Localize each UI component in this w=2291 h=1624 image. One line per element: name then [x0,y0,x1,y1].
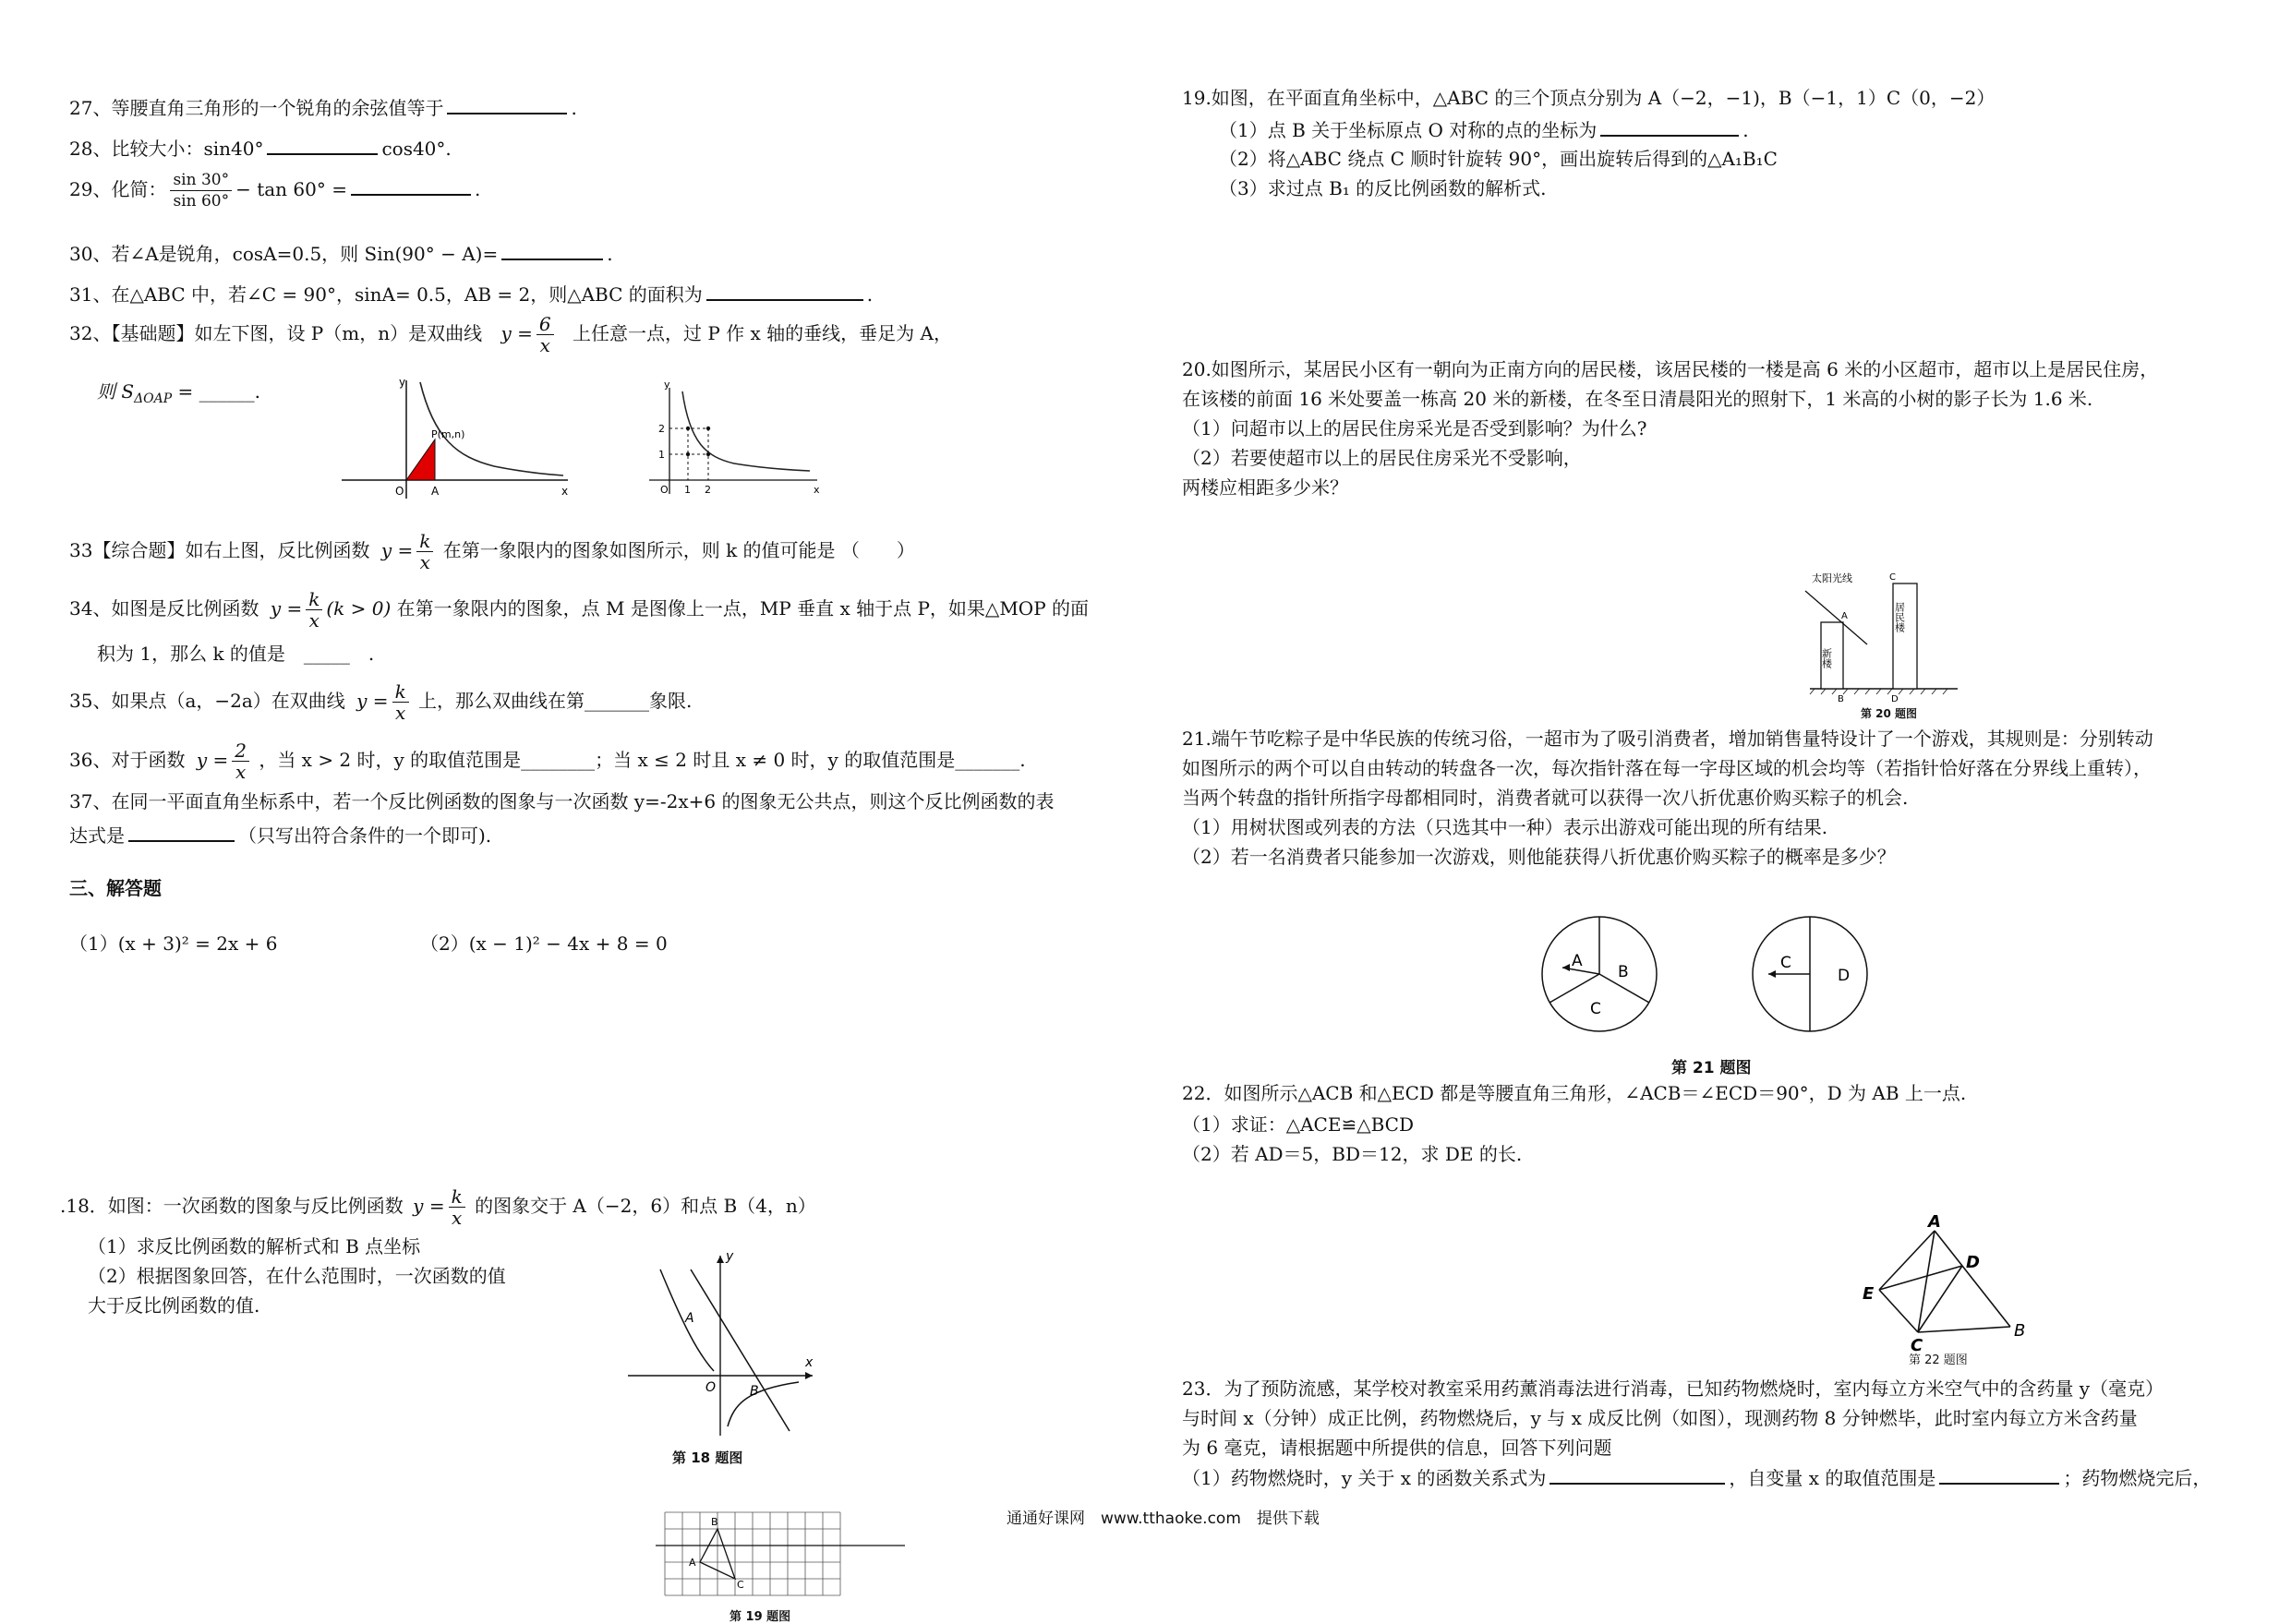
svg-text:B: B [2014,1321,2026,1341]
fraction: $\frac{k}{x}$ [449,1186,465,1228]
answer-blank[interactable] [1600,116,1739,137]
svg-text:D: D [1838,967,1851,985]
y-label: y [399,376,406,389]
question-18-part2: （2）根据图象回答，在什么范围时，一次函数的值 [88,1265,506,1287]
segment-cb [1918,1327,2010,1332]
question-19-part1: （1）点 B 关于坐标原点 O 对称的点的坐标为 . [1219,116,1749,143]
grid-point [686,452,690,456]
question-20-line1: 20.如图所示，某居民小区有一朝向为正南方向的居民楼，该居民楼的一楼是高 6 米的小区超市，超市以上是居民住房， [1182,358,2159,380]
svg-text:C: C [1911,1336,1923,1355]
origin-label: O [395,485,404,498]
question-23-line3: 为 6 毫克，请根据题中所提供的信息，回答下列问题 [1182,1437,1612,1459]
question-23-part1: （1）药物燃烧时，y 关于 x 的函数关系式为 ，自变量 x 的取值范围是 ；药物燃烧完后， [1182,1464,2211,1491]
svg-text:O: O [705,1380,717,1395]
question-37-line2: 达式是 （只写出符合条件的一个即可). [69,822,491,848]
question-34-line2: 积为 1，那么 k 的值是 _____ . [97,643,375,665]
question-21-part1: （1）用树状图或列表的方法（只选其中一种）表示出游戏可能出现的所有结果. [1182,816,1828,838]
question-27: 27、等腰直角三角形的一个锐角的余弦值等于 . [69,94,577,121]
hyperbola-curve [682,391,810,471]
svg-text:C: C [1780,954,1791,972]
question-33: 33【综合题】如右上图，反比例函数 y = $\frac{k}{x}$ 在第一象限内的图象如图所示，则 k 的值可能是 （ ） [69,530,915,573]
question-21-line3: 当两个转盘的指针所指字母都相同时，消费者就可以获得一次八折优惠价购买粽子的机会. [1182,787,1909,809]
svg-text:D: D [1891,694,1899,704]
point-a-label: A [431,485,440,498]
equation-1: （1）(x + 3)² = 2x + 6 [69,932,278,955]
svg-text:B: B [1618,963,1629,981]
svg-text:2: 2 [705,484,711,496]
svg-text:x: x [814,484,820,496]
figure-32 [342,369,637,508]
question-21-line1: 21.端午节吃粽子是中华民族的传统习俗，一超市为了吸引消费者，增加销售量特设计了一个游戏，其规则是：分别转动 [1182,728,2153,750]
question-20-part1: （1）问超市以上的居民住房采光是否受到影响？为什么? [1182,417,1647,439]
answer-blank[interactable] [706,281,863,301]
fraction: $\frac{k}{x}$ [306,589,322,631]
fraction: $\frac{6}{x}$ [537,314,554,355]
answer-blank[interactable] [267,135,378,155]
footer-credit: 通通好课网 www.tthaoke.com 提供下载 [1007,1510,1320,1528]
svg-text:y: y [664,379,670,391]
question-32: 32、【基础题】如左下图，设 P（m，n）是双曲线 y = $\frac{6}{x}$ 上任意一点，过 P 作 x 轴的垂线，垂足为 A， [69,313,952,356]
question-19: 19.如图，在平面直角坐标中，△ABC 的三个顶点分别为 A（−2，−1)，B（−1，1）C（0，−2） [1182,87,1996,109]
fraction: $\frac{k}{x}$ [392,681,409,723]
grid-point [686,427,690,430]
question-20-part3: 两楼应相距多少米？ [1182,476,1348,499]
figure-33 [642,379,826,499]
figure-19 [656,1503,914,1605]
question-28: 28、比较大小：sin40° cos40°. [69,135,452,162]
figure-21 [1542,914,1911,1043]
grid [665,1512,840,1595]
question-22-part1: （1）求证：△ACE≌△BCD [1182,1113,1414,1136]
svg-text:B: B [711,1516,718,1528]
x-arrow [805,1372,813,1379]
svg-text:新楼: 新楼 [1820,648,1833,668]
svg-text:A: A [685,1311,694,1326]
answer-blank[interactable] [1939,1464,2059,1485]
question-20-part2: （2）若要使超市以上的居民住房采光不受影响， [1182,447,1582,469]
figure-22 [1861,1214,2036,1366]
question-23-line1: 23．为了预防流感，某学校对教室采用药薰消毒法进行消毒，已知药物燃烧时，室内每立方米空气中的含药量 y（毫克） [1182,1377,2164,1400]
answer-blank[interactable] [501,240,603,260]
question-20-line2: 在该楼的前面 16 米处要盖一栋高 20 米的新楼，在冬至日清晨阳光的照射下，1 米高的小树的影子长为 1.6 米. [1182,388,2093,410]
svg-text:居民楼: 居民楼 [1893,602,1906,632]
answer-blank[interactable] [351,175,471,196]
svg-text:O: O [660,484,669,496]
svg-text:B: B [1838,694,1844,704]
figure-22-caption: 第 22 题图 [1909,1353,1968,1367]
y-arrow [717,1256,724,1263]
fraction: $\frac{\sin 30^\circ}{\sin 60^\circ}$ [170,170,232,211]
svg-text:C: C [1889,572,1896,583]
figure-21-caption: 第 21 题图 [1671,1059,1752,1077]
question-22-part2: （2）若 AD＝5，BD＝12，求 DE 的长. [1182,1143,1523,1165]
question-21-part2: （2）若一名消费者只能参加一次游戏，则他能获得八折优惠价购买粽子的概率是多少？ [1182,846,1896,868]
question-23-line2: 与时间 x（分钟）成正比例，药物燃烧后，y 与 x 成反比例（如图），现测药物 8 分钟燃毕，此时室内每立方米含药量 [1182,1407,2138,1429]
question-29: 29、化简： $\frac{\sin 30^\circ}{\sin 60^\circ}$ − tan 60° = . [69,171,481,211]
question-19-part2: （2）将△ABC 绕点 C 顺时针旋转 90°，画出旋转后得到的△A₁B₁C [1219,148,1778,170]
question-18-part1: （1）求反比例函数的解析式和 B 点坐标 [88,1235,421,1257]
segment-ed [1879,1266,1962,1290]
fraction: $\frac{k}{x}$ [416,531,433,572]
question-36: 36、对于函数 y = $\frac{2}{x}$ ，当 x > 2 时，y 的取值范围是________；当 x ≤ 2 时且 x ≠ 0 时，y 的取值范围是_______. [69,740,1026,783]
point-p-label: P(m,n) [431,428,465,440]
answer-blank[interactable] [447,94,567,114]
svg-text:C: C [1590,1000,1601,1018]
svg-text:A: A [689,1557,696,1569]
svg-text:B: B [750,1384,759,1399]
svg-text:y: y [726,1249,734,1264]
svg-text:A: A [1928,1212,1941,1232]
svg-text:1: 1 [658,449,665,461]
question-35: 35、如果点（a，−2a）在双曲线 y = $\frac{k}{x}$ 上，那么双曲线在第_______象限. [69,680,693,724]
section-heading: 三、解答题 [69,877,162,899]
svg-text:A: A [1841,611,1848,621]
segment-ab [1935,1231,2010,1327]
fraction: $\frac{2}{x}$ [232,740,249,782]
question-37: 37、在同一平面直角坐标系中，若一个反比例函数的图象与一次函数 y=-2x+6 的图象无公共点，则这个反比例函数的表 [69,790,1055,812]
linear-function-line [691,1269,790,1431]
question-31: 31、在△ABC 中，若∠C = 90°，sinA= 0.5，AB = 2，则△ABC 的面积为 . [69,281,873,307]
grid-point [706,427,710,430]
segment-ec [1879,1290,1918,1332]
svg-text:A: A [1572,952,1583,970]
grid-point [706,452,710,456]
question-18-part3: 大于反比例函数的值. [88,1294,260,1317]
svg-text:E: E [1863,1284,1875,1304]
question-30: 30、若∠A是锐角，cosA=0.5，则 Sin(90° − A)= . [69,240,613,267]
answer-blank[interactable] [128,822,235,842]
ground-hatch [1810,689,1947,694]
residential-building [1893,583,1917,689]
figure-20-caption: 第 20 题图 [1861,707,1918,720]
question-19-part3: （3）求过点 B₁ 的反比例函数的解析式. [1219,177,1547,199]
svg-text:D: D [1966,1253,1980,1272]
figure-20 [1801,563,1967,702]
svg-text:x: x [805,1355,814,1370]
equation-2: （2）(x − 1)² − 4x + 8 = 0 [420,932,668,955]
figure-18 [628,1251,813,1445]
figure-18-caption: 第 18 题图 [672,1450,743,1466]
svg-text:C: C [737,1579,744,1591]
x-label: x [561,485,569,498]
svg-text:太阳光线: 太阳光线 [1812,572,1852,584]
svg-text:1: 1 [684,484,691,496]
svg-text:2: 2 [658,423,665,435]
answer-blank[interactable] [1549,1464,1725,1485]
question-21-line2: 如图所示的两个可以自由转动的转盘各一次，每次指针落在每一字母区域的机会均等（若指针恰好落在分界线上重转）， [1182,757,2152,779]
figure-19-caption: 第 19 题图 [730,1610,791,1624]
question-18: .18．如图：一次函数的图象与反比例函数 y = $\frac{k}{x}$ 的图象交于 A（−2，6）和点 B（4，n） [60,1185,816,1229]
question-22: 22．如图所示△ACB 和△ECD 都是等腰直角三角形，∠ACB＝∠ECD＝90°，D 为 AB 上一点. [1182,1082,1967,1104]
question-34: 34、如图是反比例函数 y = $\frac{k}{x}$ (k > 0) 在第一象限内的图象，点 M 是图像上一点，MP 垂直 x 轴于点 P，如果△MOP 的面 [69,588,1090,632]
triangle-oap [406,439,435,480]
question-32-line2: 则 $S_{\Delta OAP}$ = ______. [97,380,261,406]
segment-cd [1918,1266,1962,1332]
